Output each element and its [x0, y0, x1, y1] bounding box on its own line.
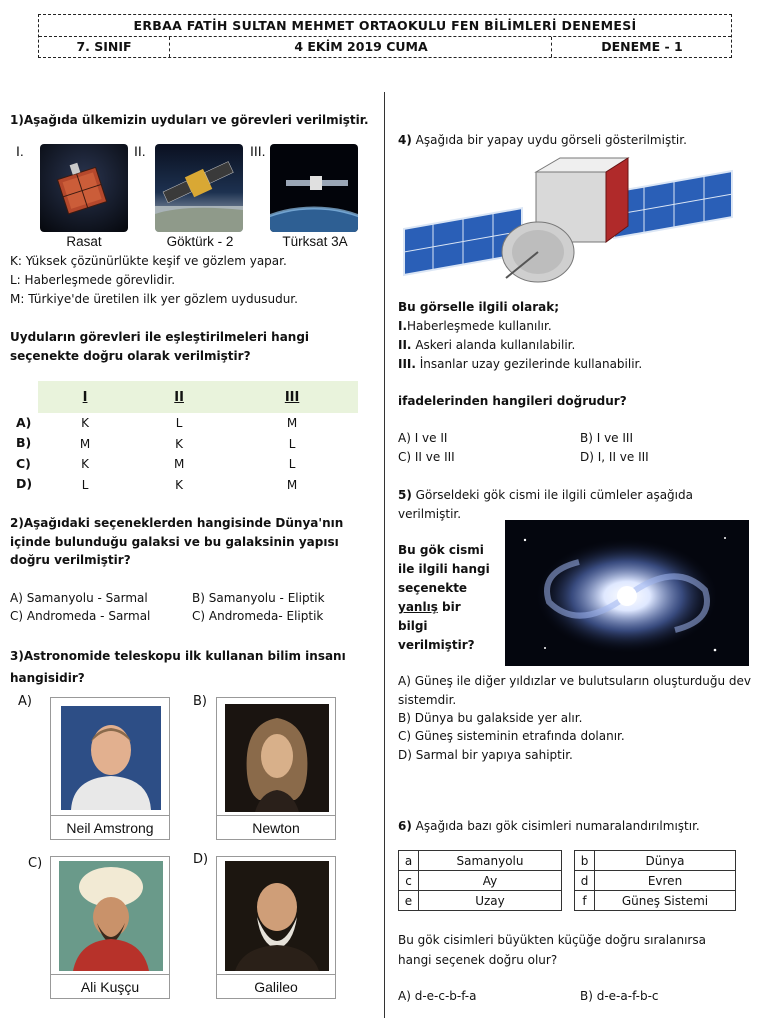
galaxy-image — [505, 520, 749, 666]
q5-underlined-word: yanlış — [398, 600, 438, 614]
table-cell: c — [399, 871, 419, 891]
table-cell: a — [399, 851, 419, 871]
q3-prompt: 3)Astronomide teleskopu ilk kullanan bilim insanı hangisidir? — [10, 649, 346, 685]
q4-statement-number: I. — [398, 319, 408, 333]
option-label-a[interactable]: A) — [16, 415, 32, 430]
q3-option-d-card[interactable] — [216, 856, 336, 999]
q5-side-line: Bu gök cismi — [398, 543, 484, 557]
table-cell: Evren — [595, 871, 736, 891]
q4-option-c[interactable]: C) II ve III — [398, 450, 455, 464]
table-row[interactable] — [38, 454, 358, 475]
table-header: III — [226, 381, 358, 413]
header-divider — [169, 37, 170, 57]
statement-m: M: Türkiye'de üretilen ilk yer gözlem uydusudur. — [10, 292, 298, 306]
header-divider — [551, 37, 552, 57]
table-cell: M — [79, 436, 91, 451]
table-cell: b — [575, 851, 595, 871]
q5-side-line: bilgi — [398, 619, 428, 633]
q3-option-a-card[interactable] — [50, 697, 170, 840]
grade-label: 7. SINIF — [76, 39, 132, 54]
option-label-d[interactable]: D) — [16, 476, 33, 491]
table-row — [399, 851, 562, 871]
q4-statement-text: İnsanlar uzay gezilerinde kullanabilir. — [415, 357, 643, 371]
artificial-satellite-image — [398, 150, 740, 292]
exam-header — [38, 14, 732, 58]
q6-prompt — [398, 817, 700, 836]
table-row — [399, 871, 562, 891]
q5-option-a[interactable]: A) Güneş ile diğer yıldızlar ve bulutsuların oluşturduğu dev sistemdir. — [398, 674, 752, 707]
q6-prompt-text: Aşağıda bazı gök cisimleri numaralandırılmıştır. — [415, 819, 700, 833]
table-cell: Samanyolu — [419, 851, 562, 871]
q5-option-b[interactable]: B) Dünya bu galakside yer alır. — [398, 711, 583, 725]
galileo-portrait-image — [225, 861, 329, 971]
table-row — [575, 891, 736, 911]
table-cell: K — [81, 416, 89, 431]
q3-name-c: Ali Kuşçu — [51, 974, 169, 998]
q2-prompt: 2)Aşağıdaki seçeneklerden hangisinde Dünya'nın içinde bulunduğu galaksi ve bu galaksinin yapısı doğru verilmiştir? — [10, 516, 344, 567]
q6-option-b[interactable]: B) d-e-a-f-b-c — [580, 989, 659, 1003]
q6-number: 6) — [398, 819, 412, 833]
table-row — [575, 851, 736, 871]
q4-prompt-text: Aşağıda bir yapay uydu görseli gösterilmiştir. — [415, 133, 687, 147]
table-row — [575, 871, 736, 891]
q3-option-a-label[interactable]: A) — [18, 694, 32, 709]
q6-right-table — [574, 850, 736, 911]
q4-number: 4) — [398, 133, 412, 147]
q3-option-b-card[interactable] — [216, 697, 336, 840]
exam-title: ERBAA FATİH SULTAN MEHMET ORTAOKULU FEN BİLİMLERİ DENEMESİ — [39, 15, 731, 37]
table-cell: Dünya — [595, 851, 736, 871]
table-header: I — [38, 381, 132, 413]
rasat-satellite-image — [40, 144, 128, 232]
numeral-ii: II. — [134, 143, 146, 159]
q3-option-c-card[interactable] — [50, 856, 170, 999]
q5-number: 5) — [398, 488, 412, 502]
q5-prompt-text: Görseldeki gök cismi ile ilgili cümleler aşağıda verilmiştir. — [398, 488, 693, 521]
column-divider — [384, 92, 385, 1018]
table-cell: d — [575, 871, 595, 891]
q5-option-d[interactable]: D) Sarmal bir yapıya sahiptir. — [398, 748, 573, 762]
q2-option-a[interactable]: A) Samanyolu - Sarmal — [10, 591, 148, 605]
q4-prompt — [398, 131, 687, 150]
q5-side-after: bir — [437, 600, 461, 614]
q3-option-c-label[interactable]: C) — [28, 856, 43, 871]
option-label-b[interactable]: B) — [16, 435, 32, 450]
q1-answer-table — [38, 381, 358, 495]
table-header-row — [38, 381, 358, 413]
table-cell: e — [399, 891, 419, 911]
rasat-caption: Rasat — [66, 234, 102, 249]
table-cell: M — [286, 477, 298, 492]
q4-statement-number: II. — [398, 338, 412, 352]
gokturk-caption: Göktürk - 2 — [166, 234, 234, 249]
exam-date: 4 EKİM 2019 CUMA — [294, 39, 428, 54]
q4-statement-2 — [398, 336, 575, 355]
q4-statement-1 — [398, 317, 552, 336]
table-cell: L — [175, 416, 183, 431]
q4-statement-3 — [398, 355, 642, 374]
q6-option-a[interactable]: A) d-e-c-b-f-a — [398, 989, 477, 1003]
q5-side-line — [398, 598, 490, 617]
table-cell: K — [175, 436, 184, 451]
q5-side-line: verilmiştir? — [398, 638, 475, 652]
q4-option-b[interactable]: B) I ve III — [580, 431, 633, 445]
table-cell: M — [173, 457, 185, 472]
q1-question: Uyduların görevleri ile eşleştirilmeleri hangi seçenekte doğru olarak verilmiştir? — [10, 330, 310, 363]
table-cell: Ay — [419, 871, 562, 891]
table-cell: Uzay — [419, 891, 562, 911]
q6-question: Bu gök cisimleri büyükten küçüğe doğru sıralanırsa hangi seçenek doğru olur? — [398, 933, 706, 967]
q2-option-d[interactable]: C) Andromeda- Eliptik — [192, 609, 324, 623]
numeral-iii: III. — [250, 143, 266, 159]
q4-statement-text: Askeri alanda kullanılabilir. — [411, 338, 576, 352]
q3-option-d-label[interactable]: D) — [193, 852, 209, 867]
option-label-c[interactable]: C) — [16, 456, 31, 471]
table-header: II — [132, 381, 226, 413]
q4-option-d[interactable]: D) I, II ve III — [580, 450, 649, 464]
table-row[interactable] — [38, 413, 358, 434]
newton-portrait-image — [225, 704, 329, 812]
q2-option-c[interactable]: C) Andromeda - Sarmal — [10, 609, 151, 623]
table-row — [399, 891, 562, 911]
q4-statement-text: Haberleşmede kullanılır. — [407, 319, 552, 333]
q5-side-line: ile ilgili hangi — [398, 562, 490, 576]
exam-number: DENEME - 1 — [601, 39, 683, 54]
table-cell: L — [288, 436, 296, 451]
q3-name-a: Neil Amstrong — [51, 815, 169, 839]
q4-option-a[interactable]: A) I ve II — [398, 431, 448, 445]
table-cell: L — [81, 477, 89, 492]
turksat-satellite-image — [270, 144, 358, 232]
numeral-i: I. — [16, 143, 24, 159]
q4-question: ifadelerinden hangileri doğrudur? — [398, 394, 627, 408]
q4-statement-number: III. — [398, 357, 416, 371]
q3-name-b: Newton — [217, 815, 335, 839]
gokturk-satellite-image — [155, 144, 243, 232]
q3-name-d: Galileo — [217, 974, 335, 998]
q5-side-line: seçenekte — [398, 581, 468, 595]
table-row[interactable] — [38, 475, 358, 496]
q5-prompt — [398, 486, 738, 523]
table-cell: K — [81, 457, 89, 472]
table-cell: Güneş Sistemi — [595, 891, 736, 911]
q1-prompt: 1)Aşağıda ülkemizin uyduları ve görevleri verilmiştir. — [10, 113, 369, 127]
table-cell: f — [575, 891, 595, 911]
turksat-caption: Türksat 3A — [282, 234, 348, 249]
q6-left-table — [398, 850, 562, 911]
q3-option-b-label[interactable]: B) — [193, 694, 207, 709]
q5-side-question — [398, 541, 490, 655]
table-cell: M — [286, 416, 298, 431]
statement-k: K: Yüksek çözünürlükte keşif ve gözlem yapar. — [10, 254, 287, 268]
statement-l: L: Haberleşmede görevlidir. — [10, 273, 176, 287]
table-row[interactable] — [38, 434, 358, 455]
astronaut-portrait-image — [61, 706, 161, 810]
ali-kuscu-portrait-image — [59, 861, 163, 971]
q5-option-c[interactable]: C) Güneş sisteminin etrafında dolanır. — [398, 729, 625, 743]
table-cell: K — [175, 477, 184, 492]
table-cell: L — [288, 457, 296, 472]
q2-option-b[interactable]: B) Samanyolu - Eliptik — [192, 591, 325, 605]
q4-lead: Bu görselle ilgili olarak; — [398, 300, 560, 314]
